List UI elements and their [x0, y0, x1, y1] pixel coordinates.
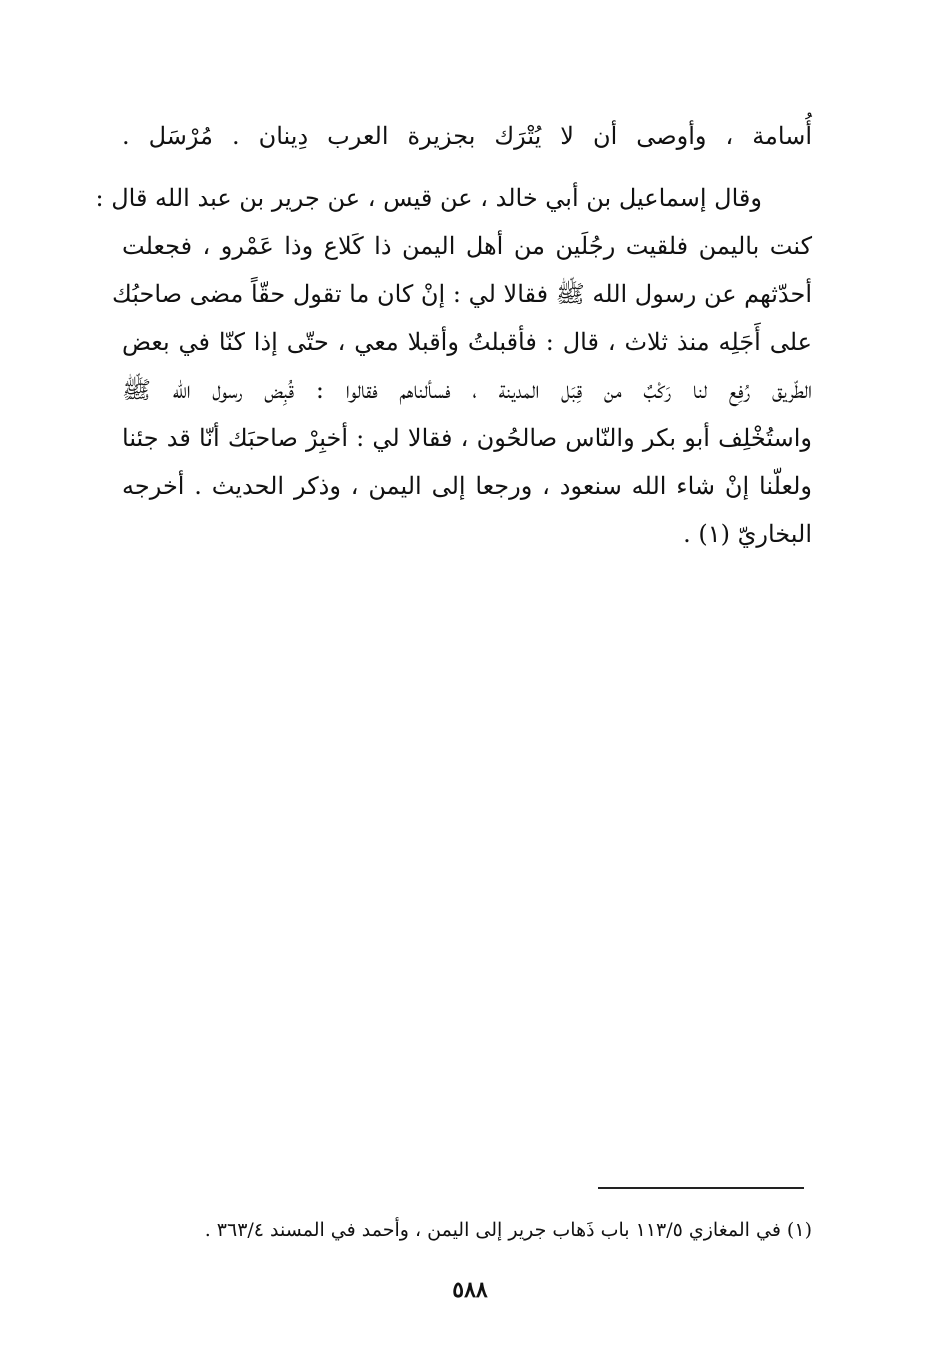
- body-line-6: الطّريق رُفِع لنا رَكْبٌ من قِبَل المدينة ، فسألناهم فقالوا : قُبِض رسول الله ﷺ: [122, 376, 812, 404]
- body-line-5: على أَجَلِه منذ ثلاث ، قال : فأقبلتُ وأقبلا معي ، حتّى إذا كنّا في بعض: [122, 328, 812, 356]
- body-line-9: البخاريّ (١) .: [683, 520, 812, 548]
- footnote-separator: [598, 1187, 804, 1189]
- page-number: ٥٨٨: [452, 1277, 488, 1303]
- body-line-7: واستُخْلِف أبو بكر والنّاس صالحُون ، فقالا لي : أخبِرْ صاحبَك أنّا قد جئنا: [122, 424, 812, 452]
- body-line-1: أُسامة ، وأوصى أن لا يُتْرَك بجزيرة العرب دِينان . مُرْسَل .: [122, 122, 813, 150]
- body-line-2: وقال إسماعيل بن أبي خالد ، عن قيس ، عن جرير بن عبد الله قال :: [95, 184, 762, 212]
- body-line-3: كنت باليمن فلقيت رجُلَين من أهل اليمن ذا كَلاع وذا عَمْرو ، فجعلت: [122, 232, 812, 260]
- body-line-4: أحدّثهم عن رسول الله ﷺ فقالا لي : إنْ كان ما تقول حقّاً مضى صاحبُك: [112, 280, 812, 308]
- body-line-8: ولعلّنا إنْ شاء الله سنعود ، ورجعا إلى اليمن ، وذكر الحديث . أخرجه: [122, 472, 812, 500]
- footnote: (١) في المغازي ١١٣/٥ باب ذَهاب جرير إلى اليمن ، وأحمد في المسند ٣٦٣/٤ .: [204, 1219, 812, 1241]
